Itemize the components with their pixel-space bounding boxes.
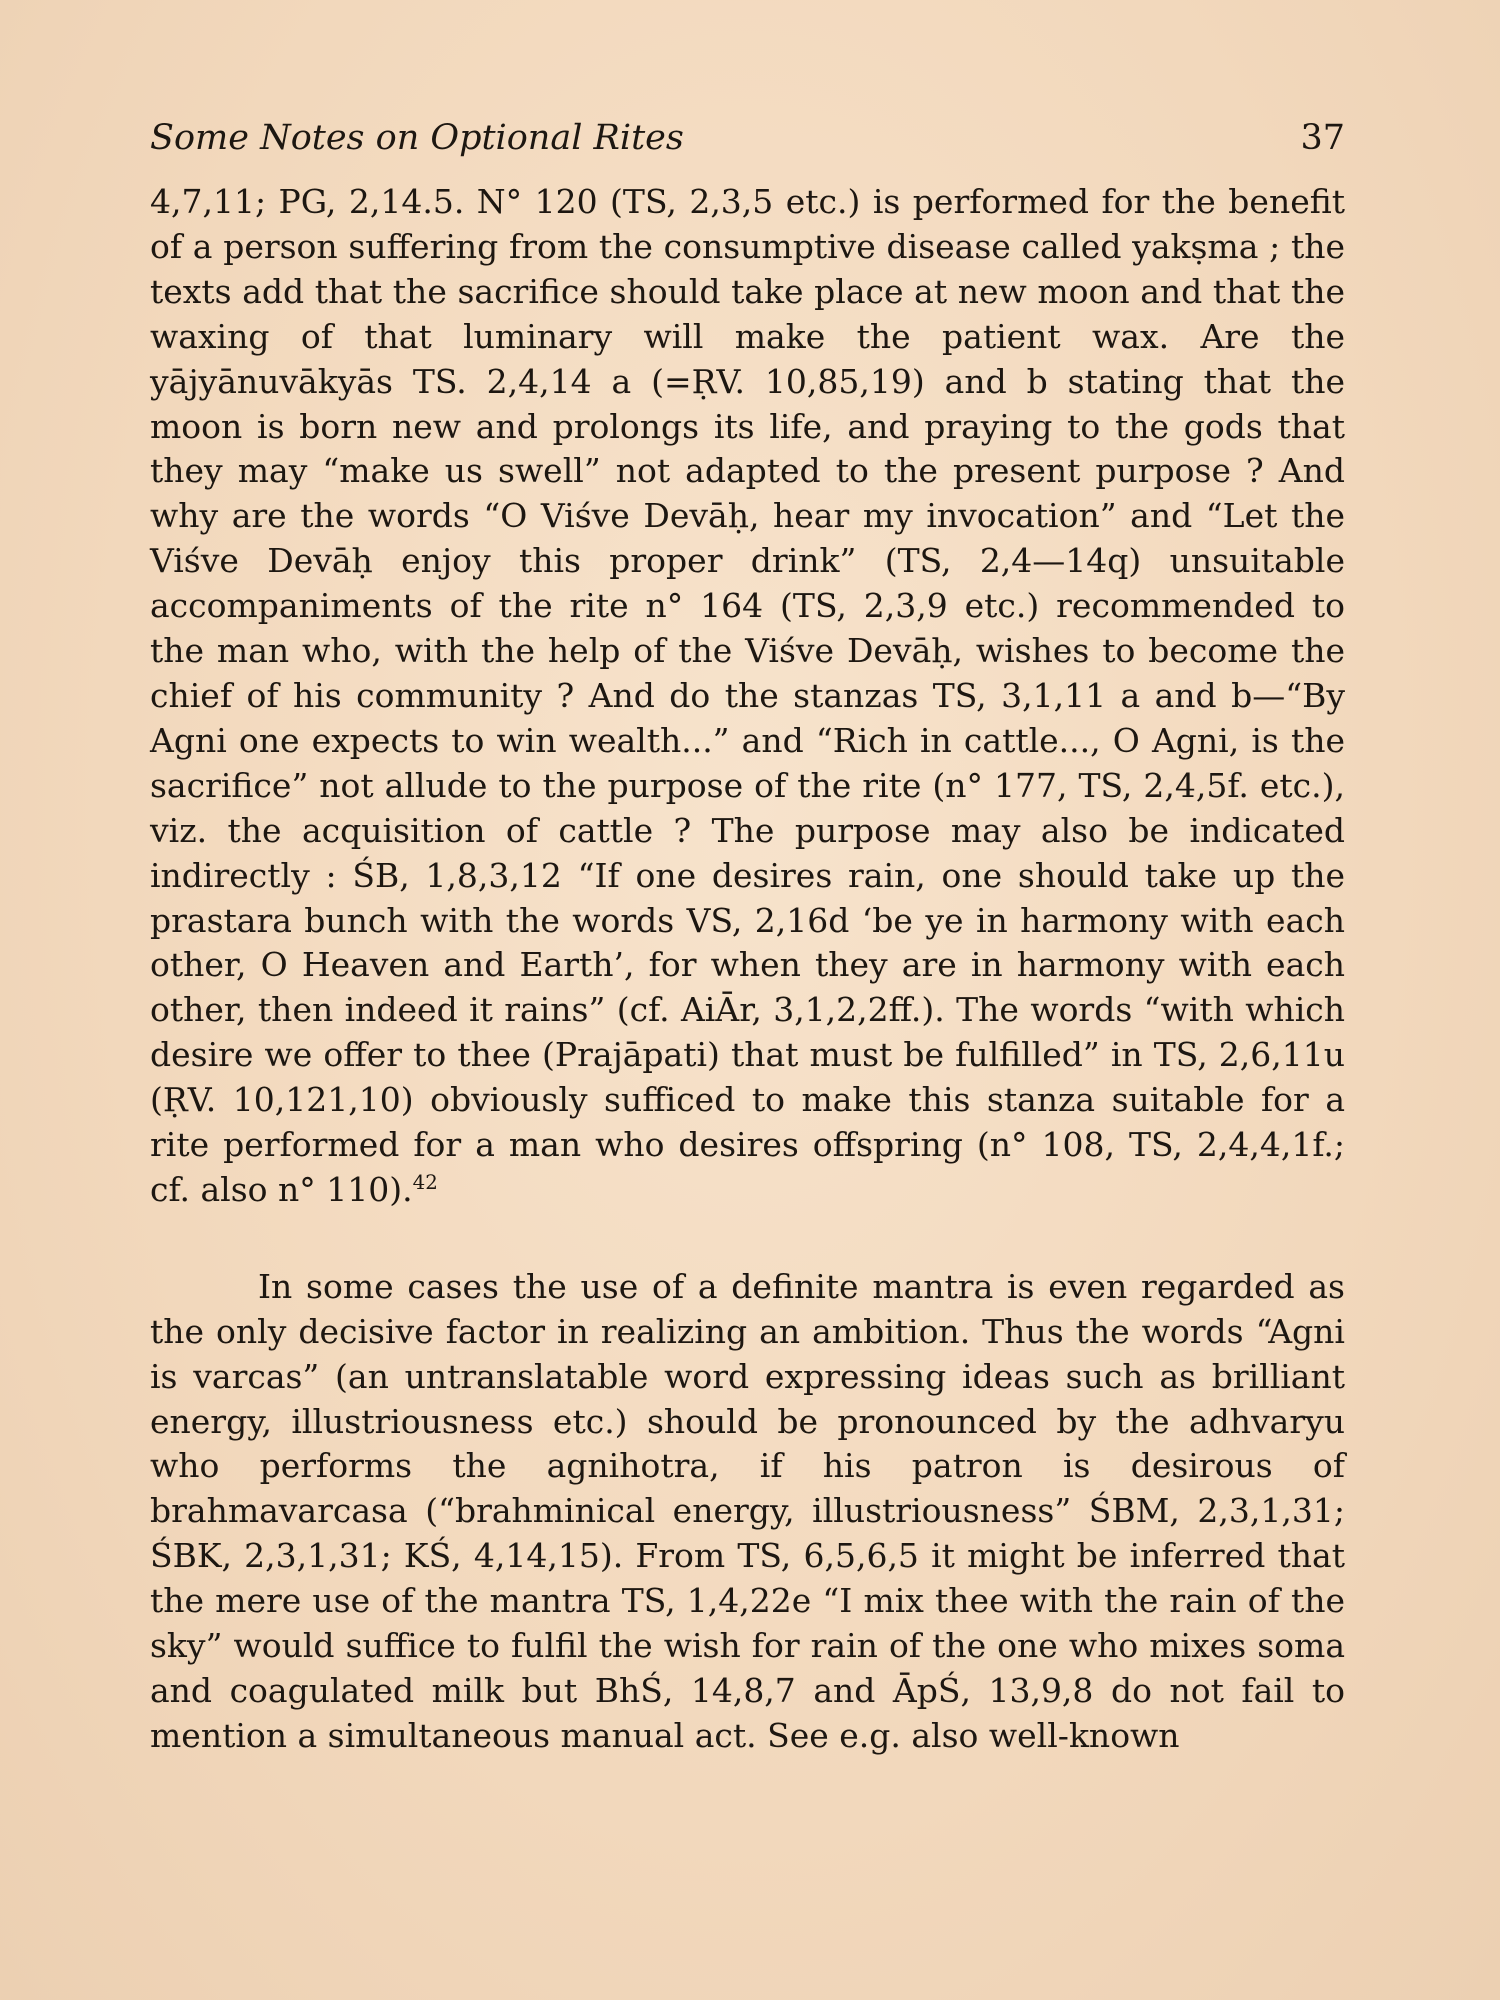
footnote-ref-42[interactable]: 42 bbox=[412, 1170, 438, 1194]
paragraph-1-text: 4,7,11; PG, 2,14.5. N° 120 (TS, 2,3,5 etc.) is performed for the benefit of a person suffering from the consumptive disease called yakṣma ; the texts add that the sacrifice should take place at new moon and that the waxing of that luminary will make the patient wax. Are the yājyānuvākyās TS. 2,4,14 a (=ṚV. 10,85,19) and b stating that the moon is born new and prolongs its life, and praying to the gods that they may “make us swell” not adapted to the present purpose ? And why are the words “O Viśve Devāḥ, hear my invocation” and “Let the Viśve Devāḥ enjoy this proper drink” (TS, 2,4—14q) unsuitable accompaniments of the rite n° 164 (TS, 2,3,9 etc.) recommended to the man who, with the help of the Viśve Devāḥ, wishes to become the chief of his community ? And do the stanzas TS, 3,1,11 a and b—“By Agni one expects to win wealth...” and “Rich in cattle..., O Agni, is the sacrifice” not allude to the purpose of the rite (n° 177, TS, 2,4,5f. etc.), viz. the acquisition of cattle ? The purpose may also be indicated indirectly : ŚB, 1,8,3,12 “If one desires rain, one should take up the prastara bunch with the words VS, 2,16d ‘be ye in harmony with each other, O Heaven and Earth’, for when they are in harmony with each other, then indeed it rains” (cf. AiĀr, 3,1,2,2ff.). The words “with which desire we offer to thee (Prajāpati) that must be fulfilled” in TS, 2,6,11u (ṚV. 10,121,10) obviously sufficed to make this stanza suitable for a rite performed for a man who desires offspring (n° 108, TS, 2,4,4,1f.; cf. also n° 110). bbox=[150, 182, 1345, 1209]
book-page bbox=[150, 118, 1345, 1759]
paragraph-2: In some cases the use of a definite mantra is even regarded as the only decisive factor in realizing an ambition. Thus the words “Agni is varcas” (an untranslatable word expressing ideas such as brilliant energy, illustriousness etc.) should be pronounced by the adhvaryu who performs the agnihotra, if his patron is desirous of brahmavarcasa (“brahminical energy, illustriousness” ŚBM, 2,3,1,31; ŚBK, 2,3,1,31; KŚ, 4,14,15). From TS, 6,5,6,5 it might be inferred that the mere use of the mantra TS, 1,4,22e “I mix thee with the rain of the sky” would suffice to fulfil the wish for rain of the one who mixes soma and coagulated milk but BhŚ, 14,8,7 and ĀpŚ, 13,9,8 do not fail to mention a simultaneous manual act. See e.g. also well-known bbox=[150, 1266, 1345, 1755]
running-head bbox=[150, 118, 1345, 168]
running-title: Some Notes on Optional Rites bbox=[150, 118, 684, 158]
page-number: 37 bbox=[1300, 118, 1345, 158]
paragraph-1 bbox=[150, 180, 1345, 1213]
body-text bbox=[150, 180, 1345, 1759]
